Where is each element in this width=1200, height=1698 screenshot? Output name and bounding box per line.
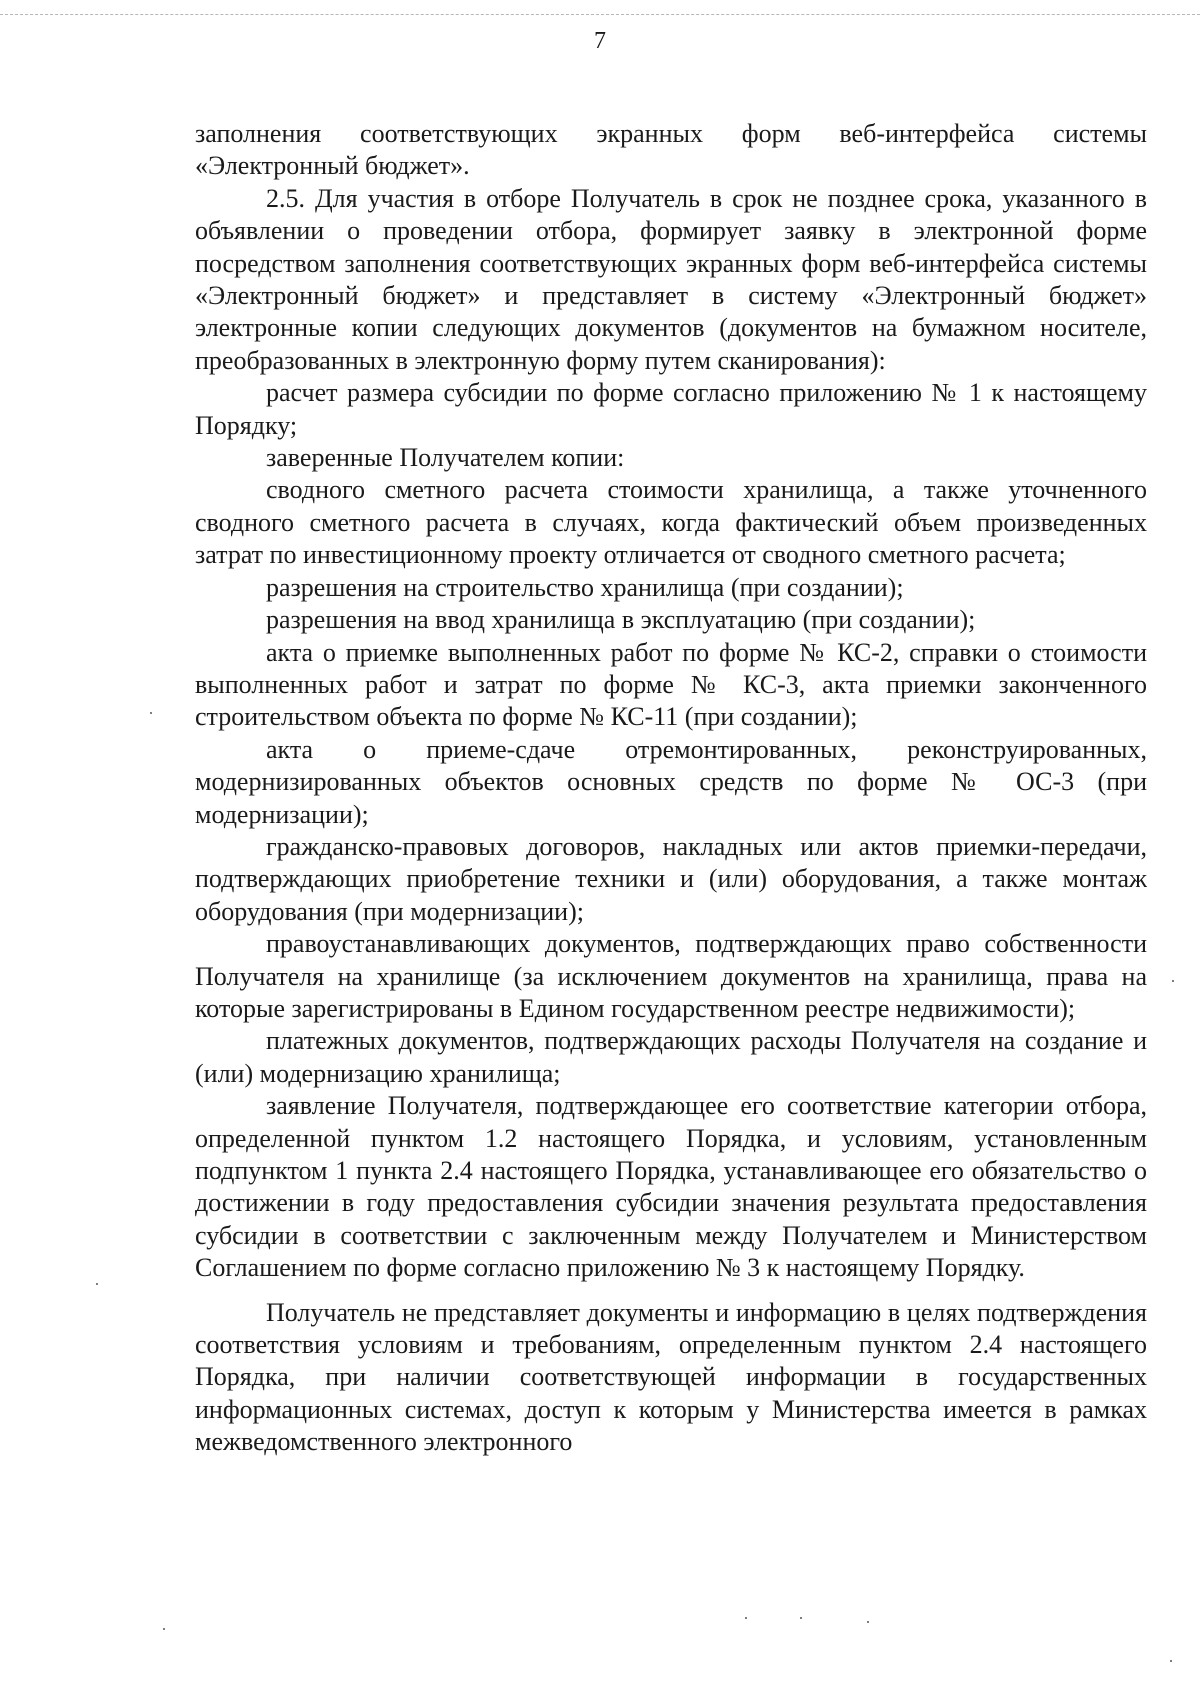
scan-speck: [745, 1617, 747, 1619]
scan-speck: [1172, 980, 1174, 982]
list-item-applicant-statement: заявление Получателя, подтверждающее его соответствие категории отбора, определенной пунктом 1.2 настоящего Порядка, и условиям, установленным подпунктом 1 пункта 2.4 настоящего Порядка, устанавливающее его обязательство о достижении в году предоставления субсидии значения результата предоставления субсидии в соответствии с заключенным между Получателем и Министерством Соглашением по форме согласно приложению № 3 к настоящему Порядку.: [195, 1091, 1147, 1283]
list-item-cost-estimate: сводного сметного расчета стоимости хранилища, а также уточненного сводного сметного расчета в случаях, когда фактический объем произведенных затрат по инвестиционному проекту отличается от сводного сметного расчета;: [195, 475, 1147, 570]
paragraph-2-5: 2.5. Для участия в отборе Получатель в срок не позднее срока, указанного в объявлении о проведении отбора, формирует заявку в электронной форме посредством заполнения соответствующих экранных форм веб-интерфейса системы «Электронный бюджет» и представляет в систему «Электронный бюджет» электронные копии следующих документов (документов на бумажном носителе, преобразованных в электронную форму путем сканирования):: [195, 183, 1147, 375]
scan-speck: [96, 1283, 98, 1285]
list-item-construction-permit: разрешения на строительство хранилища (при создании);: [266, 572, 904, 602]
list-item-os3-act: акта о приеме-сдаче отремонтированных, реконструированных, модернизированных объектов основных средств по форме № ОС-3 (при модернизации);: [195, 734, 1147, 829]
scan-edge-line: [0, 14, 1200, 19]
scan-speck: [163, 1628, 165, 1630]
list-item-subsidy-calculation: расчет размера субсидии по форме согласно приложению № 1 к настоящему Порядку;: [195, 378, 1147, 440]
document-body: [195, 118, 1147, 1459]
paragraph-1: заполнения соответствующих экранных форм веб-интерфейса системы «Электронный бюджет».: [195, 119, 1147, 181]
scan-speck: [867, 1621, 869, 1623]
page-number: 7: [594, 28, 606, 54]
paragraph-recipient-exemption: Получатель не представляет документы и информацию в целях подтверждения соответствия условиям и требованиям, определенным пунктом 2.4 настоящего Порядка, при наличии соответствующей информации в государственных информационных системах, доступ к которым у Министерства имеется в рамках межведомственного электронного: [195, 1297, 1147, 1457]
list-item-ks-acts: акта о приемке выполненных работ по форме № КС-2, справки о стоимости выполненных работ и затрат по форме № КС-3, акта приемки законченного строительством объекта по форме № КС-11 (при создании);: [195, 637, 1147, 732]
list-item-certified-copies: заверенные Получателем копии:: [266, 443, 625, 473]
scan-speck: [150, 712, 152, 714]
list-item-payment-documents: платежных документов, подтверждающих расходы Получателя на создание и (или) модернизацию хранилища;: [195, 1026, 1147, 1088]
list-item-civil-contracts: гражданско-правовых договоров, накладных или актов приемки-передачи, подтверждающих приобретение техники и (или) оборудования, а также монтаж оборудования (при модернизации);: [195, 831, 1147, 926]
scan-speck: [800, 1617, 802, 1619]
list-item-title-documents: правоустанавливающих документов, подтверждающих право собственности Получателя на хранилище (за исключением документов на хранилища, права на которые зарегистрированы в Едином государственном реестре недвижимости);: [195, 929, 1147, 1023]
list-item-commissioning-permit: разрешения на ввод хранилища в эксплуатацию (при создании);: [266, 605, 976, 635]
scan-speck: [1170, 1660, 1172, 1662]
